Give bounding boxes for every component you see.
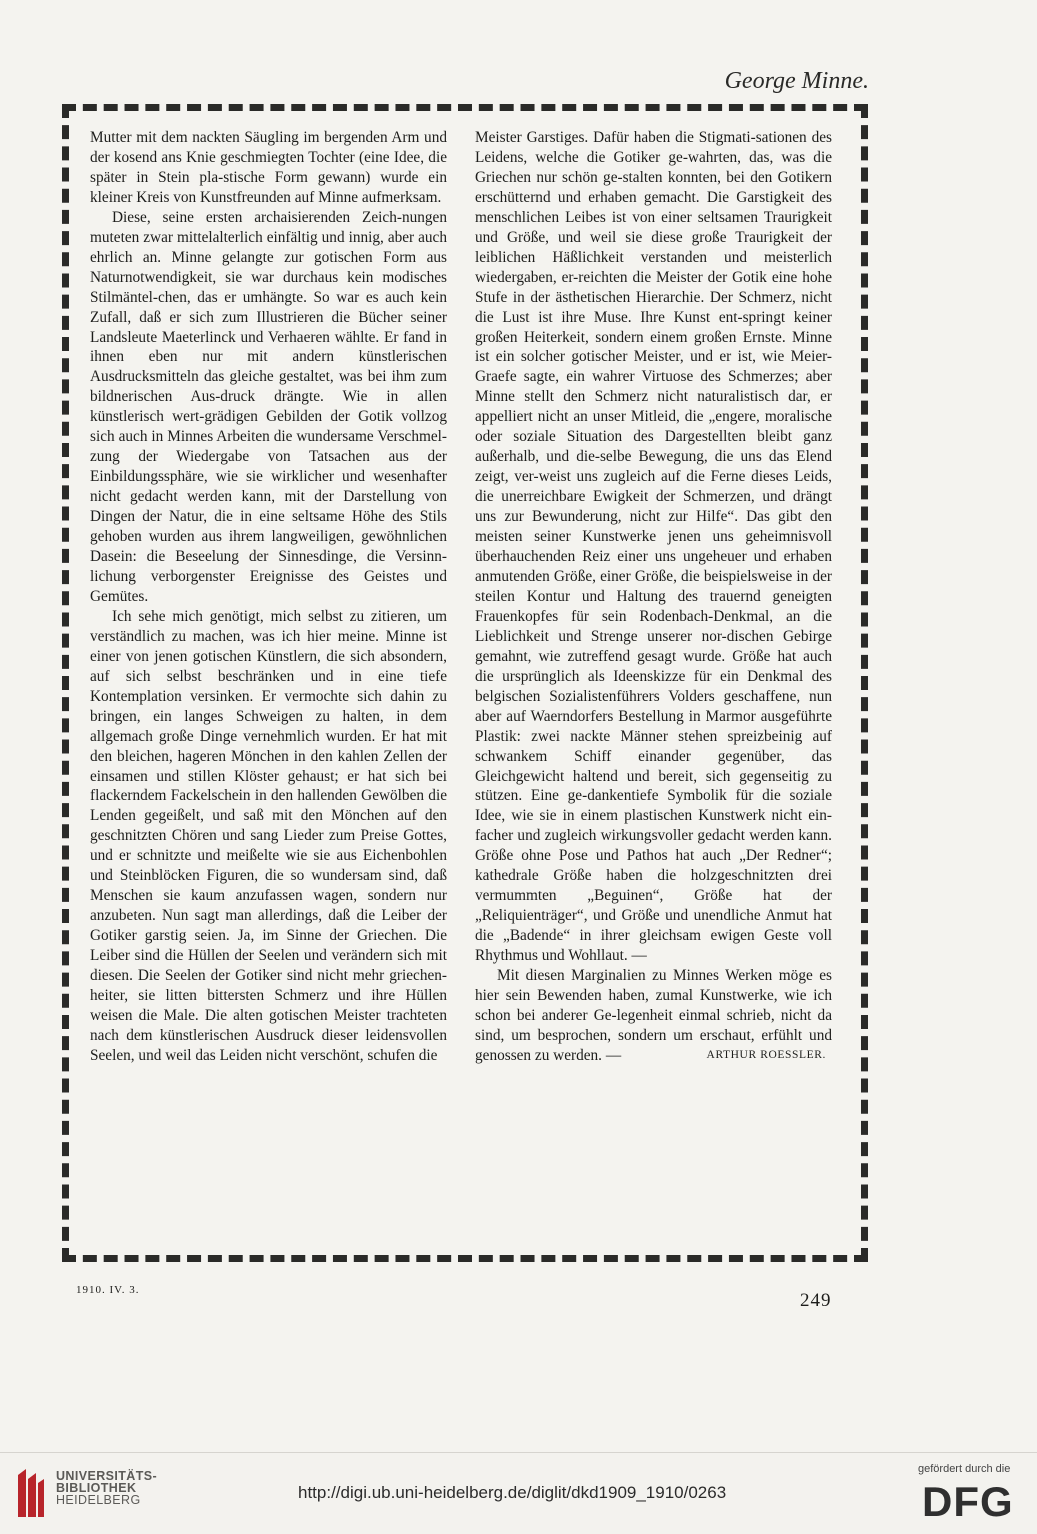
- paragraph: Meister Garstiges. Dafür haben die Stigmati-sationen des Leidens, welche die Gotiker ge-wahrten, das, was die Griechen nur schön ge-stalten konnten, bei den Gotikern erschütternd und erhaben gemacht. Die Garstigkeit des menschlichen Leibes ist von einer seltsamen Traurigkeit und Größe, und weil sie diese große Traurigkeit der leiblichen Häßlichkeit verstanden und meisterlich wiedergaben, er-reichten die Meister der Gotik eine hohe Stufe in der ästhetischen Hierarchie. Der Schmerz, nicht die Lust ist ihre Muse. Ihre Kunst ent-springt keiner großen Heiterkeit, sondern einem großen Ernste. Minne ist ein solcher gotischer Meister, und er ist, wie Meier-Graefe sagte, ein wahrer Virtuose des Schmerzes; aber Minne stellt den Schmerz nicht naturalistisch dar, er appelliert nicht an unser Mitleid, die „engere, moralische oder soziale Situation des Dargestellten bleibt ganz außerhalb, und die-selbe Bewegung, die uns das Elend zeigt, ver-weist uns zugleich auf die Ferne dieses Leids, die unerreichbare Ewigkeit der Schmerzen, und drängt uns zur Bewunderung, nicht zur Hilfe“. Das gibt den meisten seiner Kunstwerke jenen uns geheimnisvoll überhauchenden Reiz einer uns ungeheuer und erhaben anmutenden Größe, einer Größe, die beispielsweise in der steilen Kontur und Haltung des trauernd geneigten Frauenkopfes für sein Rodenbach-Denkmal, an die Lieblichkeit und Strenge unserer nor-dischen Gebirge gemahnt, wie zutreffend gesagt wurde. Größe hat auch die ursprünglich als Ideenskizze für ein Denkmal des belgischen Sozialistenführers Volders geschaffene, nun aber auf Waerndorfers Bestellung in Marmor ausgeführte Plastik: zwei nackte Männer stehen spreizbeinig auf schwankem Schiff einander gegenüber, das Gleichgewicht haltend und bereit, sich gegenseitig zu stützen. Eine ge-dankentiefe Symbolik für die soziale Idee, wie sie in einem plastischen Kunstwerk nicht ein-facher und zugleich wirkungsvoller gedacht werden kann. Größe ohne Pose und Pathos hat auch „Der Redner“; kathedrale Größe haben die holzgeschnitzten drei vermummten „Beguinen“, Größe hat der „Reliquienträger“, und Größe und unendliche Anmut hat die „Badende“ in ihrer gleichsam ewigen Geste voll Rhythmus und Wohllaut. —: [475, 129, 832, 965]
- library-line-2: BIBLIOTHEK: [56, 1481, 137, 1495]
- digitization-footer: [0, 1452, 1037, 1534]
- paragraph: Diese, seine ersten archaisierenden Zeich-nungen muteten zwar mittelalterlich einfältig und innig, aber auch ehrlich an. Minne gelangte zur gotischen Form aus Naturnotwendigkeit, sie war durchaus kein modisches Stilmäntel-chen, das er umhängte. So war es auch kein Zufall, daß er sich zum Illustrieren die Bücher seiner Landsleute Maeterlinck und Verhaeren wählte. Er fand in ihnen eben nur mit andern künstlerischen Ausdrucksmitteln das gleiche gestaltet, was bei ihm zum bildnerischen Aus-druck drängte. Wie in allen künstlerisch wert-grädigen Gebilden der Gotik vollzog sich auch in Minnes Arbeiten die wundersame Verschmel-zung der Wiedergabe von Tatsachen aus der Einbildungssphäre, wie sie wirklicher und wesenhafter nicht gedacht werden kann, mit der Darstellung von Dingen der Natur, die in eine seltsame Höhe des Stils gehoben wurden aus ihrem langweiligen, gewöhnlichen Dasein: die Beseelung der Sinnesdinge, die Versinn-lichung verborgenster Ereignisse des Geistes und Gemütes.: [90, 208, 447, 605]
- permalink[interactable]: http://digi.ub.uni-heidelberg.de/diglit/dkd1909_1910/0263: [298, 1483, 727, 1502]
- paragraph: Mit diesen Marginalien zu Minnes Werken möge es hier sein Bewenden haben, zumal Kunstwerke, wie ich schon bei anderer Ge-legenheit einmal schrieb, nicht da sind, um besprochen, sondern um erschaut, erfühlt und genossen zu werden. — ARTHUR ROESSLER.: [475, 967, 832, 1064]
- page-number: 249: [800, 1290, 832, 1311]
- funding-caption: gefördert durch die: [918, 1463, 1011, 1475]
- issue-number: 1910. IV. 3.: [76, 1284, 140, 1296]
- library-name[interactable]: [56, 1470, 157, 1506]
- library-line-3: HEIDELBERG: [56, 1493, 141, 1507]
- library-logo-icon[interactable]: [16, 1467, 46, 1519]
- author-signature: ARTHUR ROESSLER.: [706, 1048, 826, 1061]
- paragraph: Ich sehe mich genötigt, mich selbst zu zitieren, um verständlich zu machen, was ich hier meine. Minne ist einer von jenen gotischen Künstlern, die sich absondern, auf sich selbst beschränken und in eine tiefe Kontemplation versinken. Er vermochte sich dahin zu bringen, ein langes Schweigen zu halten, in dem allgemach große Dinge vernehmlich wurden. Er hat mit den bleichen, hageren Mönchen in den kahlen Zellen der einsamen und stillen Klöster gehaust; er hat sich bei flackerndem Fackelschein in den hallenden Gewölben die Lenden gegeißelt, und saß mit den Mönchen auf den geschnitzten Chören und sang Lieder zum Preise Gottes, und er schnitzte und meißelte wie sie aus Eichenbohlen und Steinblöcken Figuren, die so wundersam sind, daß Menschen sie kaum anzufassen wagen, sondern nur anzubeten. Nun sagt man allerdings, daß die Leiber der Gotiker garstig seien. Ja, im Sinne der Griechen. Die Leiber sind die Hüllen der Seelen und verändern sich mit diesen. Die Seelen der Gotiker sind nicht mehr griechen-heiter, sie litten bittersten Schmerz und ihre Hüllen weisen die Male. Die alten gotischen Meister trachteten nach dem künstlerischen Ausdruck dieser leidensvollen Seelen, und weil das Leiden nicht verschönt, schufen die: [90, 607, 447, 1064]
- text-columns: [90, 128, 832, 1246]
- dfg-logo[interactable]: DFG: [922, 1478, 1014, 1525]
- library-line-1: UNIVERSITÄTS-: [56, 1469, 158, 1483]
- running-head: George Minne.: [724, 68, 869, 94]
- right-column: [475, 128, 832, 1246]
- left-column: [90, 128, 447, 1246]
- paragraph: Mutter mit dem nackten Säugling im bergenden Arm und der kosend ans Knie geschmiegten Tochter (eine Idee, die später in Stein pla-stische Form gewann) wurde ein kleiner Kreis von Kunstfreunden auf Minne aufmerksam.: [90, 129, 447, 206]
